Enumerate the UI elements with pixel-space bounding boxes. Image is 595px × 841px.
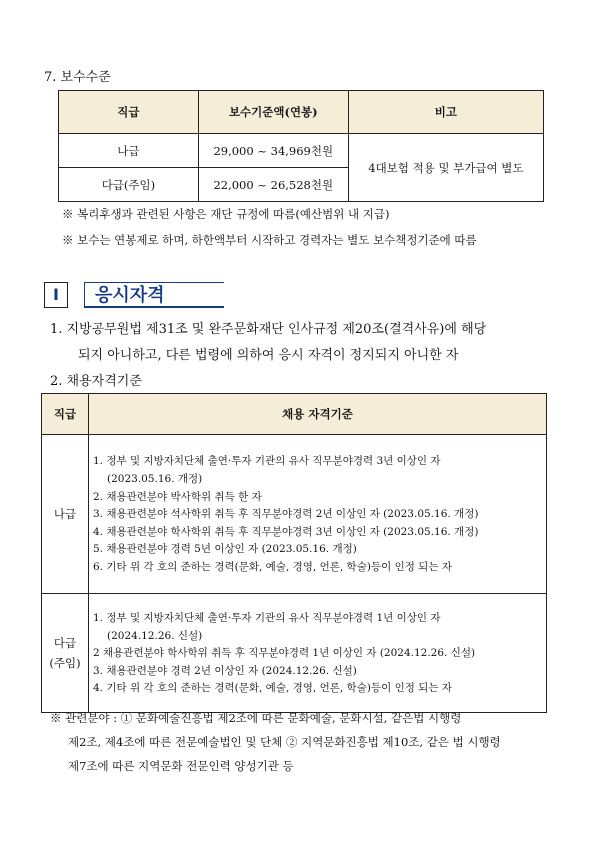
criteria-cell <box>89 435 547 594</box>
remark-cell: 4대보험 적용 및 부가급여 별도 <box>348 134 543 202</box>
criteria-line: (2024.12.26. 신설) <box>107 629 203 642</box>
criteria-line: 2. 채용관련분야 박사학위 취득 한 자 <box>93 490 262 503</box>
rank-cell: 나급 <box>42 435 89 594</box>
eligibility-item-1: 1. 지방공무원법 제31조 및 완주문화재단 인사규정 제20조(결격사유)에 해당 <box>50 322 487 337</box>
col-rank-header: 직급 <box>42 394 89 435</box>
rank-cell: 다급(주임) <box>59 168 199 202</box>
qualification-table <box>41 393 547 713</box>
criteria-line: 6. 기타 위 각 호의 준하는 경력(문화, 예술, 경영, 언론, 학술)등이 인정 되는 자 <box>93 560 452 573</box>
salary-note: ※ 복리후생과 관련된 사항은 재단 규정에 따름(예산범위 내 지급) <box>62 207 390 221</box>
rank-cell: 나급 <box>59 134 199 168</box>
salary-heading: 7. 보수수준 <box>44 70 111 85</box>
rank-line: 다급 <box>53 636 77 650</box>
salary-header-row <box>59 91 544 134</box>
criteria-line: 4. 채용관련분야 학사학위 취득 후 직무분야경력 3년 이상인 자 (2023.05.16. 개정) <box>93 525 479 538</box>
qualification-header-row <box>42 394 547 435</box>
amount-cell: 22,000 ~ 26,528천원 <box>198 168 348 202</box>
criteria-line: 2 채용관련분야 학사학위 취득 후 직무분야경력 1년 이상인 자 (2024.12.26. 신설) <box>93 647 476 660</box>
table-row <box>59 134 544 168</box>
rank-line: (주임) <box>49 656 81 670</box>
criteria-line: 3. 채용관련분야 석사학위 취득 후 직무분야경력 2년 이상인 자 (2023.05.16. 개정) <box>93 508 479 521</box>
table-row <box>42 435 547 594</box>
rank-cell <box>42 594 89 713</box>
amount-cell: 29,000 ~ 34,969천원 <box>198 134 348 168</box>
salary-note: ※ 보수는 연봉제로 하며, 하한액부터 시작하고 경력자는 별도 보수책정기준에 따름 <box>62 233 477 247</box>
section-number: Ⅰ <box>44 282 68 308</box>
criteria-line: 3. 채용관련분야 경력 2년 이상인 자 (2024.12.26. 신설) <box>93 664 357 677</box>
criteria-line: 1. 정부 및 지방자치단체 출연·투자 기관의 유사 직무분야경력 1년 이상인 자 <box>93 612 441 625</box>
footnote <box>50 706 501 778</box>
criteria-cell <box>89 594 547 713</box>
col-amount-header: 보수기준액(연봉) <box>198 91 348 134</box>
footnote-line: 제7조에 따른 지역문화 전문인력 양성기관 등 <box>68 759 294 773</box>
criteria-line: 1. 정부 및 지방자치단체 출연·투자 기관의 유사 직무분야경력 3년 이상인 자 <box>93 455 441 468</box>
col-rank-header: 직급 <box>59 91 199 134</box>
criteria-line: 5. 채용관련분야 경력 5년 이상인 자 (2023.05.16. 개정) <box>93 543 357 556</box>
col-criteria-header: 채용 자격기준 <box>89 394 547 435</box>
footnote-line: ※ 관련분야 : ① 문화예술진흥법 제2조에 따른 문화예술, 문화시설, 같은법 시행령 <box>50 711 462 725</box>
col-remark-header: 비고 <box>348 91 543 134</box>
footnote-line: 제2조, 제4조에 따른 전문예술법인 및 단체 ② 지역문화진흥법 제10조, 같은 법 시행령 <box>68 735 501 749</box>
table-row <box>42 594 547 713</box>
eligibility-item-1-cont: 되지 아니하고, 다른 법령에 의하여 응시 자격이 정지되지 아니한 자 <box>78 348 459 363</box>
eligibility-item-2: 2. 채용자격기준 <box>50 374 142 389</box>
criteria-line: 4. 기타 위 각 호의 준하는 경력(문화, 예술, 경영, 언론, 학술)등이 인정 되는 자 <box>93 682 452 695</box>
criteria-line: (2023.05.16. 개정) <box>107 473 203 486</box>
salary-table <box>58 90 544 202</box>
section-title: 응시자격 <box>84 282 224 308</box>
